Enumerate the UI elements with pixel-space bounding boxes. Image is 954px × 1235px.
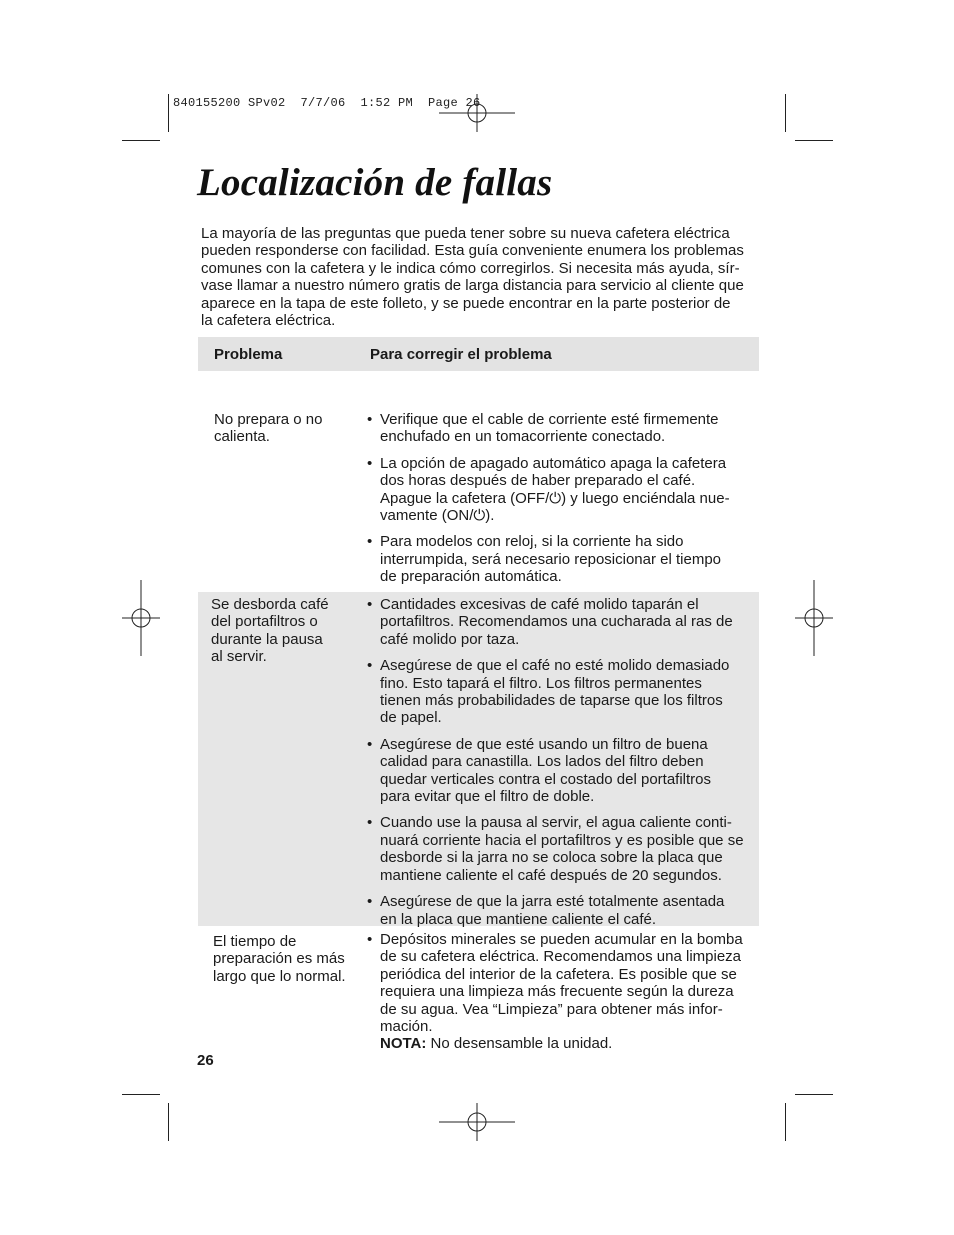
solution-line: dos horas después de haber preparado el café. xyxy=(380,472,696,490)
solution-line: Apague la cafetera (OFF/⏻) y luego enciéndala nue- xyxy=(380,489,730,507)
header-solution: Para corregir el problema xyxy=(370,346,552,363)
bullet-icon: • xyxy=(367,735,373,753)
note-label: NOTA: xyxy=(380,1035,427,1053)
solution-cell xyxy=(366,596,744,937)
problem-line: largo que lo normal. xyxy=(213,967,346,985)
header-problem: Problema xyxy=(214,346,283,363)
solution-item xyxy=(366,893,744,928)
problem-line: Se desborda café xyxy=(211,596,329,613)
solution-line: de papel. xyxy=(380,709,442,727)
problem-line: preparación es más xyxy=(213,950,345,968)
crop-mark xyxy=(785,1103,786,1141)
page-number: 26 xyxy=(197,1052,214,1069)
solution-line: Verifique que el cable de corriente esté firmemente xyxy=(380,411,719,428)
solution-item xyxy=(366,455,730,525)
solution-line: de su cafetera eléctrica. Recomendamos una limpieza xyxy=(380,948,742,966)
solution-line: de su agua. Vea “Limpieza” para obtener más infor- xyxy=(380,1000,723,1018)
crop-mark xyxy=(168,1103,169,1141)
problem-cell xyxy=(213,933,346,985)
solution-line: quedar verticales contra el costado del portafiltros xyxy=(380,770,712,788)
intro-line: pueden responderse con facilidad. Esta guía conveniente enumera los problemas xyxy=(201,242,744,260)
solution-line: Para modelos con reloj, si la corriente ha sido xyxy=(380,533,684,551)
note-text: No desensamble la unidad. xyxy=(426,1035,613,1053)
table-header xyxy=(198,337,759,371)
solution-item xyxy=(366,931,743,1053)
solution-line: requiera una limpieza más frecuente según la dureza xyxy=(380,983,734,1001)
crop-mark xyxy=(122,1094,160,1095)
registration-mark-icon xyxy=(439,94,515,132)
bullet-icon: • xyxy=(367,533,373,551)
bullet-icon: • xyxy=(367,893,373,911)
solution-line: Depósitos minerales se pueden acumular en la bomba xyxy=(380,931,743,948)
solution-line: vamente (ON/⏻). xyxy=(380,507,495,525)
table-row xyxy=(198,371,759,592)
bullet-icon: • xyxy=(367,657,373,675)
bullet-icon: • xyxy=(367,596,373,613)
bullet-icon: • xyxy=(367,814,373,832)
solution-item xyxy=(366,657,744,727)
solution-line: periódica del interior de la cafetera. Es posible que se xyxy=(380,965,737,983)
printer-slug: 840155200 SPv02 7/7/06 1:52 PM Page 26 xyxy=(173,96,481,110)
solution-line: Cuando use la pausa al servir, el agua caliente conti- xyxy=(380,814,732,832)
solution-line: café molido por taza. xyxy=(380,630,520,648)
solution-item xyxy=(366,814,744,884)
solution-line: portafiltros. Recomendamos una cucharada al ras de xyxy=(380,613,733,631)
registration-mark-icon xyxy=(122,580,160,656)
intro-line: La mayoría de las preguntas que pueda tener sobre su nueva cafetera eléctrica xyxy=(201,225,730,242)
solution-line: Cantidades excesivas de café molido taparán el xyxy=(380,596,699,613)
solution-item xyxy=(366,736,744,806)
problem-line: calienta. xyxy=(214,428,270,446)
solution-line: desborde si la jarra no se coloca sobre la placa que xyxy=(380,849,723,867)
solution-line: de preparación automática. xyxy=(380,568,562,586)
solution-line: enchufado en un tomacorriente conectado. xyxy=(380,428,666,446)
table-row xyxy=(198,592,759,926)
problem-line: durante la pausa xyxy=(211,630,323,648)
page-title: Localización de fallas xyxy=(197,161,553,204)
crop-mark xyxy=(795,140,833,141)
solution-line: mación. xyxy=(380,1018,433,1036)
intro-line: aparece en la tapa de este folleto, y se puede encontrar en la parte posterior de xyxy=(201,294,731,312)
intro-paragraph xyxy=(201,225,761,329)
solution-cell xyxy=(366,411,730,595)
bullet-icon: • xyxy=(367,931,373,948)
intro-line: comunes con la cafetera y le indica cómo corregirlos. Si necesita más ayuda, sír- xyxy=(201,259,740,277)
solution-item xyxy=(366,596,744,648)
solution-cell xyxy=(366,931,743,1062)
intro-line: vase llamar a nuestro número gratis de larga distancia para servicio al cliente que xyxy=(201,277,744,295)
solution-line: Asegúrese de que el café no esté molido demasiado xyxy=(380,657,730,675)
intro-line: la cafetera eléctrica. xyxy=(201,312,336,330)
problem-line: No prepara o no xyxy=(214,411,323,428)
problem-line: El tiempo de xyxy=(213,933,297,950)
note-line xyxy=(380,1035,743,1052)
crop-mark xyxy=(168,94,169,132)
solution-item xyxy=(366,533,730,585)
solution-item xyxy=(366,411,730,446)
bullet-icon: • xyxy=(367,454,373,472)
problem-cell xyxy=(214,411,322,446)
table-row xyxy=(198,926,759,1066)
crop-mark xyxy=(785,94,786,132)
problem-cell xyxy=(211,596,329,666)
bullet-icon: • xyxy=(367,411,373,428)
solution-line: interrumpida, será necesario reposicionar el tiempo xyxy=(380,550,722,568)
solution-line: tienen más probabilidades de taparse que los filtros xyxy=(380,692,723,710)
solution-line: calidad para canastilla. Los lados del filtro deben xyxy=(380,753,704,771)
crop-mark xyxy=(122,140,160,141)
solution-line: para evitar que el filtro de doble. xyxy=(380,788,595,806)
crop-mark xyxy=(795,1094,833,1095)
solution-line: mantiene caliente el café después de 20 segundos. xyxy=(380,866,722,884)
solution-line: nuará corriente hacia el portafiltros y es posible que se xyxy=(380,831,744,849)
solution-line: Asegúrese de que la jarra esté totalmente asentada xyxy=(380,893,725,911)
problem-line: del portafiltros o xyxy=(211,613,318,631)
registration-mark-icon xyxy=(439,1103,515,1141)
problem-line: al servir. xyxy=(211,648,267,666)
solution-line: Asegúrese de que esté usando un filtro de buena xyxy=(380,735,708,753)
registration-mark-icon xyxy=(795,580,833,656)
solution-line: en la placa que mantiene caliente el café. xyxy=(380,910,657,928)
solution-line: fino. Esto tapará el filtro. Los filtros permanentes xyxy=(380,674,702,692)
troubleshooting-table xyxy=(198,337,759,1066)
solution-line: La opción de apagado automático apaga la cafetera xyxy=(380,454,727,472)
